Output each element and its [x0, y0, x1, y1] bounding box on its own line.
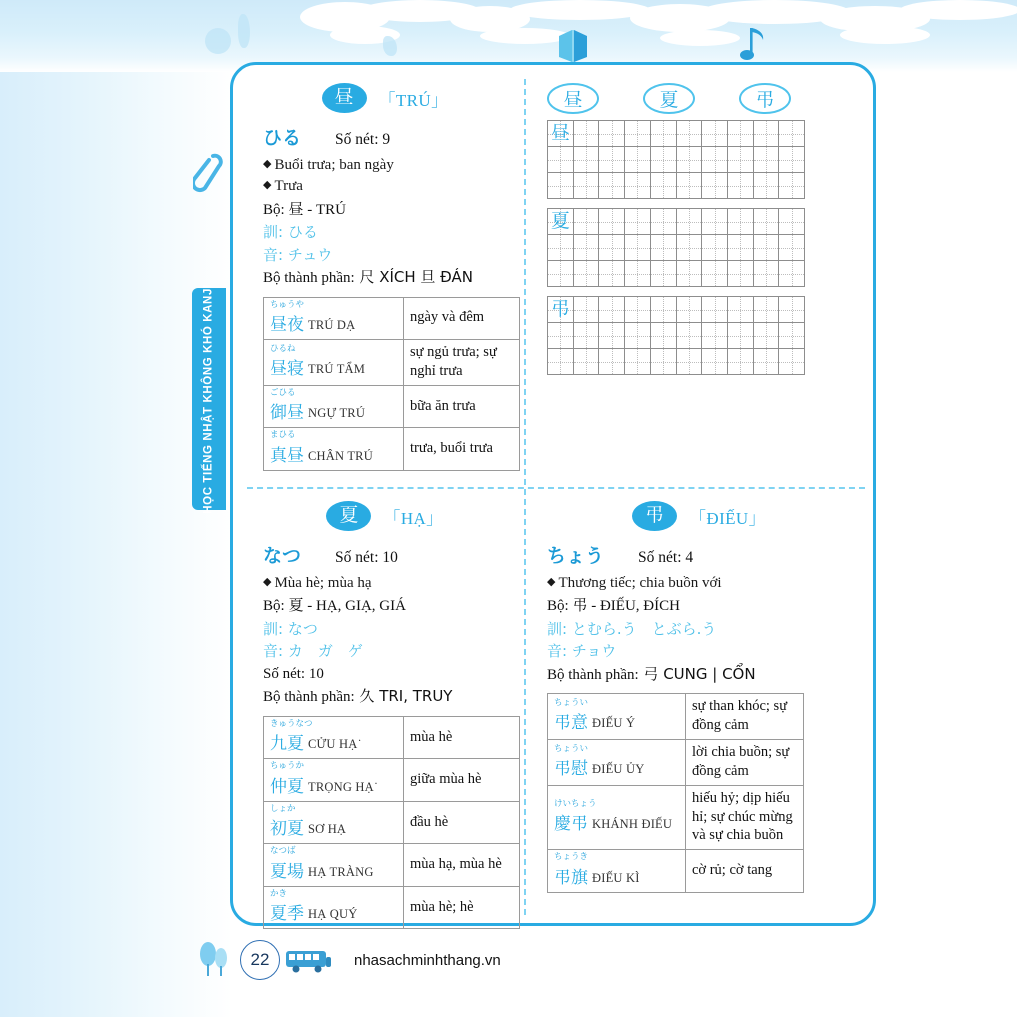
practice-cell[interactable]: [548, 323, 574, 349]
practice-cell[interactable]: [599, 323, 625, 349]
meaning-line-1: ◆ Thương tiếc; chia buồn với: [547, 575, 722, 591]
entry-header: [249, 493, 521, 539]
vocab-kanji: 慶弔: [554, 814, 588, 835]
viet-reading: 「ĐIẾU」: [689, 508, 766, 528]
vocab-table: [263, 297, 520, 471]
practice-cell[interactable]: [599, 147, 625, 173]
practice-cell[interactable]: [702, 235, 728, 261]
practice-cell[interactable]: [728, 297, 754, 323]
vocab-word-cell: [264, 759, 404, 802]
practice-cell[interactable]: [779, 235, 805, 261]
practice-cell[interactable]: [625, 235, 651, 261]
practice-cell[interactable]: [728, 235, 754, 261]
practice-cell[interactable]: [651, 261, 677, 287]
furigana: ひるね: [270, 343, 296, 354]
practice-cell[interactable]: [574, 173, 600, 199]
vocab-kanji: 仲夏: [270, 776, 304, 797]
practice-area: [533, 75, 865, 483]
vocab-kanji: 真昼: [270, 445, 304, 466]
practice-cell[interactable]: [702, 147, 728, 173]
kanji-badge: 弔: [632, 501, 677, 531]
practice-cell[interactable]: [574, 235, 600, 261]
practice-cell[interactable]: [548, 121, 574, 147]
vocab-gloss-cell: đầu hè: [404, 801, 520, 844]
practice-cell[interactable]: [728, 147, 754, 173]
practice-cell[interactable]: [677, 235, 703, 261]
vocab-word-cell: [548, 694, 686, 740]
vocab-gloss-cell: mùa hè: [404, 716, 520, 759]
practice-head-oval: 昼: [547, 83, 599, 114]
practice-cell[interactable]: [728, 349, 754, 375]
practice-cell[interactable]: [728, 173, 754, 199]
vocab-romaji: HẠ TRÀNG: [308, 864, 374, 879]
radical-line: Bộ: 夏 - HẠ, GIẠ, GIÁ: [263, 596, 406, 615]
practice-head-oval: 弔: [739, 83, 791, 114]
table-row: [264, 759, 520, 802]
practice-head-oval: 夏: [643, 83, 695, 114]
practice-cell[interactable]: [677, 323, 703, 349]
vocab-kanji: 夏場: [270, 861, 304, 882]
horizontal-divider: [247, 487, 865, 489]
meaning-line-1: ◆ Mùa hè; mùa hạ: [263, 575, 372, 591]
entry-block-dieu: [533, 493, 865, 913]
vocab-romaji: TRÚ DẠ: [308, 318, 356, 333]
table-row: [264, 886, 520, 929]
vocab-romaji: NGỰ TRÚ: [308, 406, 366, 421]
practice-cell[interactable]: [599, 235, 625, 261]
content-panel: [230, 62, 876, 926]
practice-cell[interactable]: [779, 209, 805, 235]
practice-cell[interactable]: [677, 121, 703, 147]
practice-cell[interactable]: [677, 173, 703, 199]
practice-cell[interactable]: [625, 209, 651, 235]
vocab-romaji: TRÚ TẨM: [308, 362, 366, 377]
practice-cell[interactable]: [702, 261, 728, 287]
practice-cell[interactable]: [754, 147, 780, 173]
paperclip-icon: [193, 148, 223, 202]
entry-header: [249, 75, 521, 121]
furigana: きゅうなつ: [270, 718, 313, 729]
kana-reading: ちょう: [547, 545, 605, 567]
vocab-table: [263, 716, 520, 930]
practice-cell[interactable]: [779, 147, 805, 173]
practice-cell[interactable]: [779, 261, 805, 287]
furigana: けいちょう: [554, 798, 597, 809]
practice-model-char: 弔: [550, 298, 570, 320]
viet-reading: 「TRÚ」: [378, 90, 449, 110]
practice-cell[interactable]: [625, 323, 651, 349]
vocab-gloss-cell: lời chia buồn; sự đồng cảm: [686, 739, 804, 785]
practice-cell[interactable]: [779, 121, 805, 147]
practice-cell[interactable]: [599, 121, 625, 147]
practice-cell[interactable]: [625, 349, 651, 375]
practice-model-char: 昼: [550, 122, 570, 144]
grunge-texture: [300, 0, 1000, 60]
vocab-kanji: 昼夜: [270, 315, 304, 336]
music-note-icon: [740, 24, 770, 64]
vocab-gloss-cell: sự than khóc; sự đồng cảm: [686, 694, 804, 740]
practice-cell[interactable]: [779, 323, 805, 349]
practice-cell[interactable]: [651, 173, 677, 199]
stroke-count: Số nét: 10: [335, 549, 398, 566]
viet-reading: 「HẠ」: [383, 508, 444, 528]
practice-cell[interactable]: [779, 297, 805, 323]
vocab-kanji: 昼寝: [270, 359, 304, 380]
practice-cell[interactable]: [754, 323, 780, 349]
vocab-romaji: KHÁNH ĐIẾU: [592, 817, 673, 832]
practice-cell[interactable]: [651, 323, 677, 349]
practice-cell[interactable]: [625, 297, 651, 323]
table-row: [264, 297, 520, 340]
vocab-word-cell: [264, 428, 404, 471]
vocab-gloss-cell: cờ rủ; cờ tang: [686, 850, 804, 893]
table-row: [264, 801, 520, 844]
vocab-romaji: HẠ QUÝ: [308, 907, 358, 922]
meaning-line-2: ◆ Trưa: [263, 178, 303, 195]
page-number: 22: [240, 940, 280, 980]
vocab-romaji: TRỌNG HẠ˙: [308, 779, 379, 794]
table-row: [548, 850, 804, 893]
vertical-divider: [524, 79, 526, 915]
practice-cell[interactable]: [574, 209, 600, 235]
vocab-gloss-cell: bữa ăn trưa: [404, 385, 520, 428]
vocab-kanji: 御昼: [270, 403, 304, 424]
practice-cell[interactable]: [702, 121, 728, 147]
book-icon: [556, 26, 590, 66]
furigana: かき: [270, 888, 288, 899]
table-row: [264, 428, 520, 471]
on-reading-line: 音: チュウ: [263, 245, 333, 264]
furigana: ちゅうや: [270, 299, 305, 310]
table-row: [264, 385, 520, 428]
table-row: [264, 716, 520, 759]
vocab-gloss-cell: ngày và đêm: [404, 297, 520, 340]
practice-cell[interactable]: [625, 147, 651, 173]
vocab-kanji: 夏季: [270, 904, 304, 925]
practice-cell[interactable]: [779, 349, 805, 375]
kun-reading-line: 訓: なつ: [263, 619, 318, 638]
entry-header: [533, 493, 865, 539]
table-row: [548, 694, 804, 740]
vocab-gloss-cell: mùa hạ, mùa hè: [404, 844, 520, 887]
vocab-kanji: 弔旗: [554, 867, 588, 888]
practice-cell[interactable]: [728, 261, 754, 287]
practice-cell[interactable]: [548, 235, 574, 261]
practice-cell[interactable]: [651, 209, 677, 235]
vocab-romaji: ĐIẾU Ý: [592, 716, 636, 731]
trees-icon: [198, 940, 232, 980]
practice-cell[interactable]: [651, 147, 677, 173]
practice-cell[interactable]: [599, 349, 625, 375]
website-label: nhasachminhthang.vn: [354, 951, 501, 969]
table-row: [548, 785, 804, 850]
vocab-kanji: 初夏: [270, 819, 304, 840]
vocab-kanji: 弔意: [554, 713, 588, 734]
practice-cell[interactable]: [548, 173, 574, 199]
vocab-romaji: ĐIẾU ỦY: [592, 762, 645, 777]
practice-cell[interactable]: [574, 147, 600, 173]
table-row: [548, 739, 804, 785]
practice-cell[interactable]: [599, 261, 625, 287]
practice-cell[interactable]: [754, 349, 780, 375]
practice-cell[interactable]: [754, 235, 780, 261]
radical-line: Bộ: 弔 - ĐIẾU, ĐÍCH: [547, 596, 680, 615]
components-line: Bộ thành phần: 久 TRI, TRUY: [263, 687, 453, 706]
on-reading-line: 音: チョウ: [547, 642, 617, 661]
practice-grid-chu[interactable]: [547, 120, 805, 199]
vocab-word-cell: [548, 739, 686, 785]
practice-cell[interactable]: [754, 121, 780, 147]
kana-reading: ひる: [263, 127, 302, 149]
leaf-decor-icon-2: [238, 14, 250, 48]
practice-cell[interactable]: [548, 147, 574, 173]
components-line: Bộ thành phần: 尺 XÍCH 旦 ĐÁN: [263, 268, 474, 287]
practice-cell[interactable]: [625, 121, 651, 147]
practice-cell[interactable]: [728, 323, 754, 349]
practice-model-char: 夏: [550, 210, 570, 232]
practice-cell[interactable]: [574, 261, 600, 287]
practice-grid-ha[interactable]: [547, 208, 805, 287]
practice-head-row: [533, 75, 865, 120]
practice-cell[interactable]: [574, 297, 600, 323]
practice-cell[interactable]: [754, 261, 780, 287]
practice-cell[interactable]: [702, 297, 728, 323]
kun-reading-line: 訓: ひる: [263, 223, 318, 242]
practice-cell[interactable]: [677, 349, 703, 375]
leaf-decor-icon: [205, 28, 231, 54]
vocab-word-cell: [548, 785, 686, 850]
furigana: しょか: [270, 803, 296, 814]
vocab-word-cell: [264, 844, 404, 887]
components-line: Bộ thành phần: 弓 CUNG | CỔN: [547, 664, 756, 683]
furigana: ちょうき: [554, 852, 589, 863]
bus-icon: [282, 945, 334, 975]
vocab-gloss-cell: hiếu hỷ; dịp hiếu hỉ; sự chúc mừng và sự chia buồn: [686, 785, 804, 850]
kana-reading: なつ: [263, 545, 302, 567]
practice-cell[interactable]: [779, 173, 805, 199]
meaning-line-1: ◆ Buổi trưa; ban ngày: [263, 157, 394, 173]
furigana: なつば: [270, 846, 296, 857]
practice-cell[interactable]: [625, 173, 651, 199]
practice-cell[interactable]: [754, 297, 780, 323]
practice-cell[interactable]: [677, 297, 703, 323]
practice-cell[interactable]: [574, 349, 600, 375]
practice-cell[interactable]: [599, 173, 625, 199]
vocab-romaji: ĐIẾU KÌ: [592, 870, 640, 885]
practice-cell[interactable]: [702, 323, 728, 349]
stroke-count-repeat: Số nét: 10: [263, 665, 324, 682]
practice-cell[interactable]: [677, 147, 703, 173]
stroke-count: Số nét: 4: [638, 549, 694, 566]
vocab-table: [547, 693, 804, 892]
kun-reading-line: 訓: とむら.う とぶら.う: [547, 619, 717, 638]
practice-cell[interactable]: [754, 209, 780, 235]
practice-cell[interactable]: [574, 121, 600, 147]
stroke-count: Số nét: 9: [335, 131, 391, 148]
furigana: ちゅうか: [270, 761, 305, 772]
vocab-word-cell: [264, 340, 404, 386]
entry-block-chu: [249, 75, 521, 483]
practice-cell[interactable]: [677, 209, 703, 235]
vocab-romaji: CỬU HẠ˙: [308, 737, 362, 752]
table-row: [264, 340, 520, 386]
vocab-gloss-cell: mùa hè; hè: [404, 886, 520, 929]
practice-cell[interactable]: [702, 349, 728, 375]
side-tab-label: HỌC TIẾNG NHẬT KHÔNG KHÓ KANJI: [203, 284, 216, 514]
vocab-romaji: SƠ HẠ: [308, 822, 347, 837]
vocab-word-cell: [264, 886, 404, 929]
vocab-kanji: 九夏: [270, 734, 304, 755]
practice-cell[interactable]: [677, 261, 703, 287]
vocab-romaji: CHÂN TRÚ: [308, 448, 373, 463]
practice-cell[interactable]: [651, 235, 677, 261]
vocab-word-cell: [264, 385, 404, 428]
entry-block-ha: [249, 493, 521, 925]
practice-cell[interactable]: [702, 173, 728, 199]
practice-cell[interactable]: [599, 297, 625, 323]
footer: [198, 930, 618, 990]
kanji-badge: 夏: [326, 501, 371, 531]
vocab-word-cell: [264, 297, 404, 340]
furigana: まひる: [270, 430, 296, 441]
practice-cell[interactable]: [651, 121, 677, 147]
vocab-word-cell: [264, 801, 404, 844]
practice-cell[interactable]: [651, 297, 677, 323]
practice-cell[interactable]: [548, 209, 574, 235]
furigana: ちょうい: [554, 743, 589, 754]
side-tab: [192, 284, 226, 514]
practice-cell[interactable]: [651, 349, 677, 375]
radical-line: Bộ: 昼 - TRÚ: [263, 199, 346, 218]
vocab-gloss-cell: sự ngủ trưa; sự nghỉ trưa: [404, 340, 520, 386]
practice-cell[interactable]: [548, 297, 574, 323]
practice-cell[interactable]: [702, 209, 728, 235]
furigana: ちょうい: [554, 697, 589, 708]
practice-cell[interactable]: [728, 121, 754, 147]
practice-cell[interactable]: [728, 209, 754, 235]
table-row: [264, 844, 520, 887]
practice-cell[interactable]: [754, 173, 780, 199]
furigana: ごひる: [270, 387, 296, 398]
practice-cell[interactable]: [625, 261, 651, 287]
practice-cell[interactable]: [548, 261, 574, 287]
vocab-word-cell: [548, 850, 686, 893]
practice-cell[interactable]: [599, 209, 625, 235]
kanji-badge: 昼: [322, 83, 367, 113]
vocab-word-cell: [264, 716, 404, 759]
practice-cell[interactable]: [574, 323, 600, 349]
vocab-kanji: 弔慰: [554, 759, 588, 780]
vocab-gloss-cell: giữa mùa hè: [404, 759, 520, 802]
practice-cell[interactable]: [548, 349, 574, 375]
vocab-gloss-cell: trưa, buổi trưa: [404, 428, 520, 471]
on-reading-line: 音: カ ガ ゲ: [263, 642, 363, 661]
practice-grid-dieu[interactable]: [547, 296, 805, 375]
